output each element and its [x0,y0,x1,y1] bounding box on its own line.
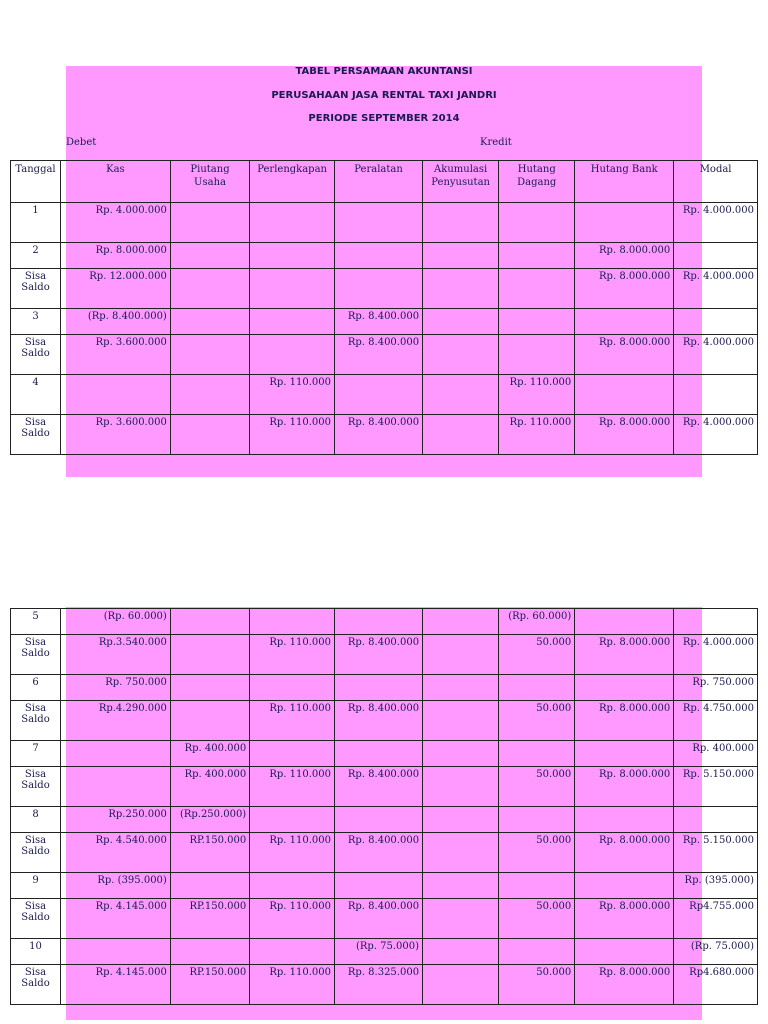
cell-hutang-bank: Rp. 8.000.000 [575,243,674,269]
cell-hutang-dagang [499,741,575,767]
cell-peralatan: (Rp. 75.000) [335,939,423,965]
cell-kas [61,939,171,965]
cell-akumulasi [423,965,499,1005]
cell-hutang-dagang [499,807,575,833]
table-row [11,873,758,899]
cell-piutang [170,609,249,635]
cell-akumulasi [423,873,499,899]
cell-tanggal: Sisa Saldo [11,833,61,873]
col-header-modal: Modal [674,161,758,203]
col-header-kas: Kas [61,161,171,203]
cell-perlengkapan: Rp. 110.000 [250,899,335,939]
cell-hutang-dagang: (Rp. 60.000) [499,609,575,635]
cell-hutang-bank [575,807,674,833]
cell-modal [674,807,758,833]
cell-kas: Rp. 4.145.000 [61,965,171,1005]
cell-modal: Rp. 5.150.000 [674,767,758,807]
cell-peralatan [335,609,423,635]
cell-tanggal: 6 [11,675,61,701]
cell-akumulasi [423,375,499,415]
cell-modal: Rp4.755.000 [674,899,758,939]
cell-perlengkapan [250,741,335,767]
cell-tanggal: Sisa Saldo [11,767,61,807]
cell-hutang-dagang: Rp. 110.000 [499,375,575,415]
cell-tanggal: Sisa Saldo [11,335,61,375]
cell-piutang [170,309,249,335]
cell-piutang [170,701,249,741]
cell-akumulasi [423,675,499,701]
cell-hutang-bank [575,203,674,243]
cell-perlengkapan: Rp. 110.000 [250,767,335,807]
cell-kas: Rp.3.540.000 [61,635,171,675]
cell-perlengkapan [250,203,335,243]
cell-tanggal: 8 [11,807,61,833]
col-header-peralatan: Peralatan [335,161,423,203]
cell-tanggal: Sisa Saldo [11,965,61,1005]
cell-tanggal: 2 [11,243,61,269]
cell-hutang-bank [575,609,674,635]
cell-tanggal: 3 [11,309,61,335]
cell-hutang-bank: Rp. 8.000.000 [575,415,674,455]
cell-peralatan: Rp. 8.400.000 [335,701,423,741]
cell-perlengkapan: Rp. 110.000 [250,635,335,675]
cell-perlengkapan [250,335,335,375]
cell-akumulasi [423,635,499,675]
table-row [11,335,758,375]
cell-piutang [170,203,249,243]
cell-peralatan: Rp. 8.400.000 [335,635,423,675]
cell-hutang-bank [575,675,674,701]
cell-hutang-dagang: 50.000 [499,899,575,939]
cell-kas: Rp.4.290.000 [61,701,171,741]
doc-title: TABEL PERSAMAAN AKUNTANSI [295,66,473,77]
cell-kas: Rp. 3.600.000 [61,415,171,455]
cell-kas [61,375,171,415]
cell-peralatan [335,243,423,269]
table-row [11,807,758,833]
cell-hutang-bank: Rp. 8.000.000 [575,767,674,807]
cell-modal: Rp. 4.000.000 [674,269,758,309]
cell-perlengkapan: Rp. 110.000 [250,833,335,873]
col-header-hutang-bank: Hutang Bank [575,161,674,203]
cell-modal: Rp. 4.000.000 [674,415,758,455]
company-name: PERUSAHAAN JASA RENTAL TAXI JANDRI [271,90,497,101]
cell-piutang [170,873,249,899]
table-row [11,635,758,675]
table-row [11,965,758,1005]
cell-hutang-dagang: 50.000 [499,833,575,873]
cell-peralatan [335,741,423,767]
cell-peralatan: Rp. 8.400.000 [335,415,423,455]
cell-kas: (Rp. 60.000) [61,609,171,635]
cell-modal: Rp. 5.150.000 [674,833,758,873]
cell-perlengkapan [250,939,335,965]
cell-peralatan: Rp. 8.400.000 [335,335,423,375]
cell-akumulasi [423,939,499,965]
cell-akumulasi [423,335,499,375]
cell-modal: Rp. 750.000 [674,675,758,701]
cell-akumulasi [423,269,499,309]
cell-peralatan: Rp. 8.400.000 [335,899,423,939]
cell-tanggal: Sisa Saldo [11,415,61,455]
cell-akumulasi [423,203,499,243]
cell-kas: Rp. (395.000) [61,873,171,899]
cell-kas: Rp. 4.000.000 [61,203,171,243]
cell-tanggal: 1 [11,203,61,243]
cell-piutang [170,939,249,965]
cell-piutang: Rp. 400.000 [170,767,249,807]
ledger-table-2 [10,608,758,1005]
cell-peralatan: Rp. 8.325.000 [335,965,423,1005]
cell-piutang [170,375,249,415]
cell-tanggal: 9 [11,873,61,899]
table-row [11,701,758,741]
table-row [11,269,758,309]
cell-piutang: (Rp.250.000) [170,807,249,833]
cell-tanggal: 5 [11,609,61,635]
cell-perlengkapan: Rp. 110.000 [250,701,335,741]
cell-kas: Rp. 4.540.000 [61,833,171,873]
table-row [11,375,758,415]
cell-hutang-dagang [499,309,575,335]
cell-piutang [170,675,249,701]
cell-hutang-dagang: 50.000 [499,965,575,1005]
cell-hutang-bank [575,309,674,335]
cell-akumulasi [423,701,499,741]
cell-modal: Rp. (395.000) [674,873,758,899]
cell-piutang [170,415,249,455]
cell-hutang-dagang [499,939,575,965]
col-header-hutang-dagang: Hutang Dagang [499,161,575,203]
cell-modal: (Rp. 75.000) [674,939,758,965]
cell-modal [674,375,758,415]
cell-peralatan [335,269,423,309]
cell-kas: Rp. 8.000.000 [61,243,171,269]
table-row [11,243,758,269]
table-row [11,833,758,873]
cell-hutang-dagang: 50.000 [499,701,575,741]
cell-piutang [170,243,249,269]
cell-kas: Rp. 4.145.000 [61,899,171,939]
cell-tanggal: 7 [11,741,61,767]
cell-tanggal: Sisa Saldo [11,269,61,309]
table-row [11,675,758,701]
cell-peralatan [335,807,423,833]
cell-kas: (Rp. 8.400.000) [61,309,171,335]
cell-hutang-dagang [499,873,575,899]
cell-hutang-bank [575,873,674,899]
cell-perlengkapan [250,675,335,701]
cell-kas: Rp. 12.000.000 [61,269,171,309]
table-row [11,609,758,635]
col-header-perlengkapan: Perlengkapan [250,161,335,203]
table-row [11,415,758,455]
cell-perlengkapan [250,873,335,899]
cell-tanggal: 10 [11,939,61,965]
cell-perlengkapan [250,807,335,833]
cell-perlengkapan [250,243,335,269]
kredit-label: Kredit [480,137,512,148]
cell-akumulasi [423,309,499,335]
cell-peralatan [335,203,423,243]
cell-piutang [170,335,249,375]
cell-modal [674,243,758,269]
cell-akumulasi [423,807,499,833]
cell-perlengkapan: Rp. 110.000 [250,965,335,1005]
cell-hutang-bank [575,375,674,415]
cell-akumulasi [423,833,499,873]
cell-perlengkapan [250,609,335,635]
cell-peralatan [335,873,423,899]
cell-akumulasi [423,243,499,269]
cell-hutang-bank: Rp. 8.000.000 [575,833,674,873]
cell-akumulasi [423,741,499,767]
cell-kas [61,767,171,807]
col-header-tanggal: Tanggal [11,161,61,203]
cell-piutang: RP.150.000 [170,833,249,873]
table-row [11,741,758,767]
cell-modal: Rp4.680.000 [674,965,758,1005]
cell-perlengkapan: Rp. 110.000 [250,415,335,455]
cell-akumulasi [423,609,499,635]
cell-hutang-bank: Rp. 8.000.000 [575,635,674,675]
period-label: PERIODE SEPTEMBER 2014 [308,113,460,124]
cell-perlengkapan [250,269,335,309]
cell-hutang-dagang [499,243,575,269]
col-header-piutang: Piutang Usaha [170,161,249,203]
cell-piutang [170,635,249,675]
cell-tanggal: Sisa Saldo [11,701,61,741]
cell-kas: Rp. 750.000 [61,675,171,701]
cell-piutang: Rp. 400.000 [170,741,249,767]
cell-kas [61,741,171,767]
cell-piutang: RP.150.000 [170,899,249,939]
cell-hutang-dagang: 50.000 [499,635,575,675]
table-row [11,767,758,807]
cell-akumulasi [423,415,499,455]
cell-modal: Rp. 4.000.000 [674,203,758,243]
cell-hutang-bank: Rp. 8.000.000 [575,899,674,939]
cell-hutang-dagang [499,203,575,243]
cell-hutang-bank [575,741,674,767]
cell-modal [674,309,758,335]
cell-hutang-dagang: 50.000 [499,767,575,807]
cell-hutang-dagang [499,269,575,309]
cell-peralatan: Rp. 8.400.000 [335,833,423,873]
cell-modal: Rp. 4.000.000 [674,635,758,675]
cell-hutang-bank: Rp. 8.000.000 [575,965,674,1005]
cell-tanggal: 4 [11,375,61,415]
cell-modal: Rp. 400.000 [674,741,758,767]
table-row [11,899,758,939]
cell-hutang-dagang: Rp. 110.000 [499,415,575,455]
debet-label: Debet [66,137,97,148]
cell-modal: Rp. 4.000.000 [674,335,758,375]
table-row [11,203,758,243]
cell-piutang [170,269,249,309]
cell-peralatan [335,675,423,701]
col-header-akumulasi: Akumulasi Penyusutan [423,161,499,203]
ledger-table-1 [10,160,758,455]
cell-modal: Rp. 4.750.000 [674,701,758,741]
cell-perlengkapan [250,309,335,335]
cell-modal [674,609,758,635]
cell-hutang-bank: Rp. 8.000.000 [575,701,674,741]
cell-peralatan [335,375,423,415]
cell-hutang-dagang [499,675,575,701]
cell-hutang-dagang [499,335,575,375]
cell-tanggal: Sisa Saldo [11,635,61,675]
cell-perlengkapan: Rp. 110.000 [250,375,335,415]
cell-peralatan: Rp. 8.400.000 [335,767,423,807]
cell-kas: Rp. 3.600.000 [61,335,171,375]
cell-piutang: RP.150.000 [170,965,249,1005]
table-row [11,309,758,335]
cell-peralatan: Rp. 8.400.000 [335,309,423,335]
table-row [11,939,758,965]
cell-hutang-bank [575,939,674,965]
cell-hutang-bank: Rp. 8.000.000 [575,335,674,375]
cell-akumulasi [423,767,499,807]
cell-hutang-bank: Rp. 8.000.000 [575,269,674,309]
cell-kas: Rp.250.000 [61,807,171,833]
cell-akumulasi [423,899,499,939]
cell-tanggal: Sisa Saldo [11,899,61,939]
